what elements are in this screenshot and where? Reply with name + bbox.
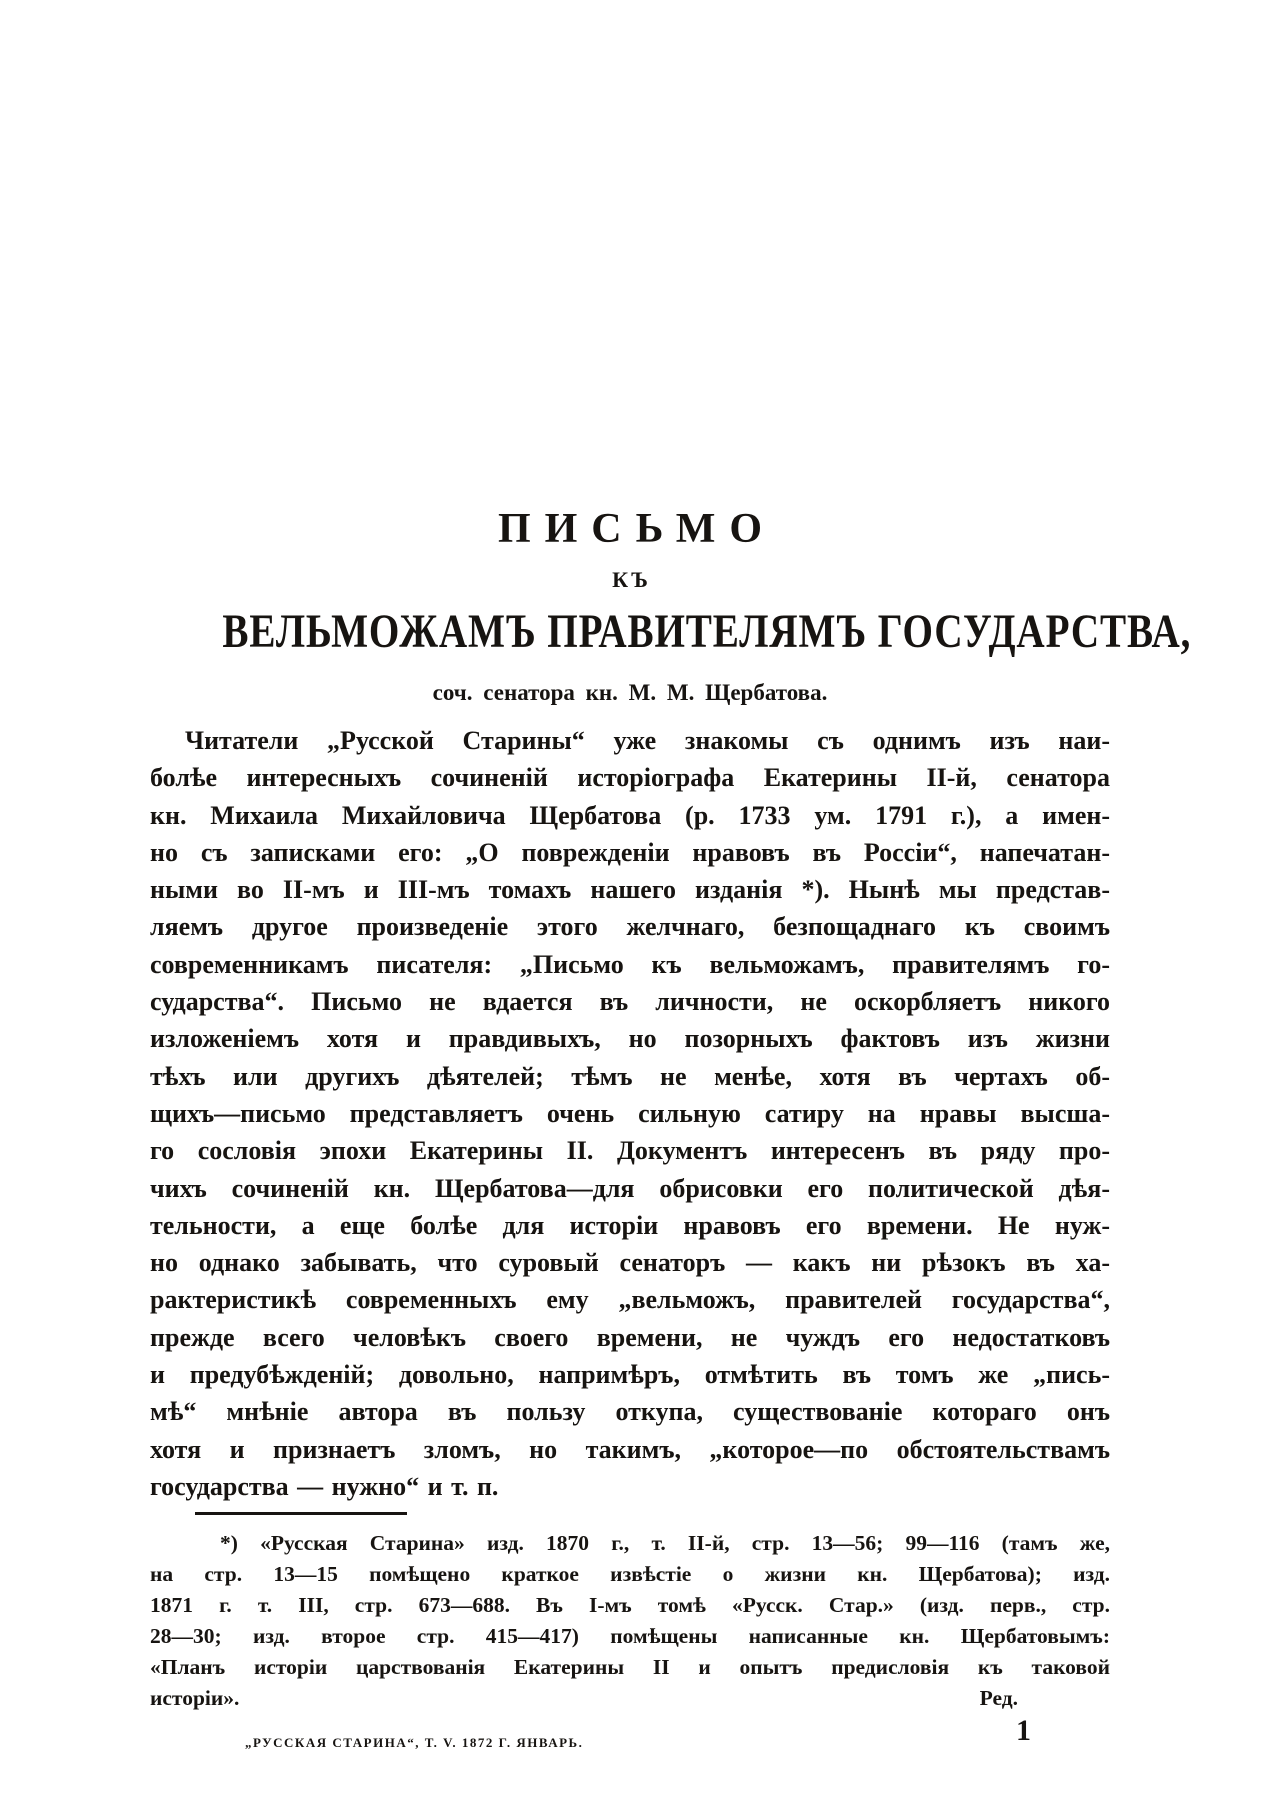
body-line: тельности, а еще болѣе для исторіи нравовъ его времени. Не нуж- xyxy=(150,1210,1110,1240)
body-line: болѣе интересныхъ сочиненій исторіографа Екатерины II-й, сенатора xyxy=(150,763,1110,793)
body-line: государства — нужно“ и т. п. xyxy=(150,1471,499,1501)
body-line: сударства“. Письмо не вдается въ личности, не оскорбляетъ никого xyxy=(150,987,1110,1017)
footnote-lines xyxy=(150,1528,1110,1683)
body-line: хотя и признаетъ зломъ, но такимъ, „которое—по обстоятельствамъ xyxy=(150,1434,1110,1464)
body-line: изложеніемъ хотя и правдивыхъ, но позорныхъ фактовъ изъ жизни xyxy=(150,1024,1110,1054)
footnote-line: на стр. 13—15 помѣщено краткое извѣстіе о жизни кн. Щербатова); изд. xyxy=(150,1562,1110,1586)
byline: соч. сенатора кн. М. М. Щербатова. xyxy=(432,680,828,705)
body-line: кн. Михаила Михайловича Щербатова (р. 1733 ум. 1791 г.), а имен- xyxy=(150,800,1110,830)
footnote-rule xyxy=(195,1512,407,1515)
body-paragraph xyxy=(150,722,1110,1505)
main-title-text: ВЕЛЬМОЖАМЪ ПРАВИТЕЛЯМЪ ГОСУДАРСТВА, xyxy=(222,604,1192,658)
body-line: прежде всего человѣкъ своего времени, не чуждъ его недостатковъ xyxy=(150,1322,1110,1352)
footnote-last-line: исторіи». xyxy=(150,1686,240,1710)
body-line: но однако забывать, что суровый сенаторъ — какъ ни рѣзокъ въ ха- xyxy=(150,1248,1110,1278)
body-line: мѣ“ мнѣніе автора въ пользу откупа, существованіе котораго онъ xyxy=(150,1397,1110,1427)
footer-journal-line: „РУССКАЯ СТАРИНА“, Т. V. 1872 Г. ЯНВАРЬ. xyxy=(245,1735,584,1750)
title-preposition: КЪ xyxy=(612,567,651,592)
body-line: но съ записками его: „О поврежденіи нравовъ въ Россіи“, напечатан- xyxy=(150,837,1110,867)
body-line: чихъ сочиненій кн. Щербатова—для обрисовки его политической дѣя- xyxy=(150,1173,1110,1203)
footnote-last-row xyxy=(150,1683,1110,1714)
footnote-line: 28—30; изд. второе стр. 415—417) помѣщены написанные кн. Щербатовымъ: xyxy=(150,1624,1110,1648)
footnote xyxy=(150,1528,1110,1714)
body-line: рактеристикѣ современныхъ ему „вельможъ, правителей государства“, xyxy=(150,1285,1110,1315)
footnote-line: 1871 г. т. III, стр. 673—688. Въ I-мъ томѣ «Русск. Стар.» (изд. перв., стр. xyxy=(150,1593,1110,1617)
body-line: ляемъ другое произведеніе этого желчнаго, безпощаднаго къ своимъ xyxy=(150,912,1110,942)
text-block xyxy=(150,0,1192,1813)
main-title xyxy=(150,604,1192,658)
body-line: и предубѣжденій; довольно, напримѣръ, отмѣтить въ томъ же „пись- xyxy=(150,1360,1110,1390)
footnote-line: «Планъ исторіи царствованія Екатерины II и опытъ предисловія къ таковой xyxy=(150,1655,1110,1679)
body-line: щихъ—письмо представляетъ очень сильную сатиру на нравы высша- xyxy=(150,1098,1110,1128)
body-line: тѣхъ или другихъ дѣятелей; тѣмъ не менѣе, хотя въ чертахъ об- xyxy=(150,1061,1110,1091)
footnote-line: *) «Русская Старина» изд. 1870 г., т. II-й, стр. 13—56; 99—116 (тамъ же, xyxy=(220,1531,1110,1555)
body-line: ными во II-мъ и III-мъ томахъ нашего изданія *). Нынѣ мы представ- xyxy=(150,875,1110,905)
body-line: го сословія эпохи Екатерины II. Документъ интересенъ въ ряду про- xyxy=(150,1136,1110,1166)
body-line: современникамъ писателя: „Письмо къ вельможамъ, правителямъ го- xyxy=(150,949,1110,979)
page-title: ПИСЬМО xyxy=(497,506,777,552)
footnote-signature: Ред. xyxy=(979,1686,1018,1710)
page-number: 1 xyxy=(1016,1714,1031,1747)
body-line: Читатели „Русской Старины“ уже знакомы съ однимъ изъ наи- xyxy=(185,726,1110,755)
